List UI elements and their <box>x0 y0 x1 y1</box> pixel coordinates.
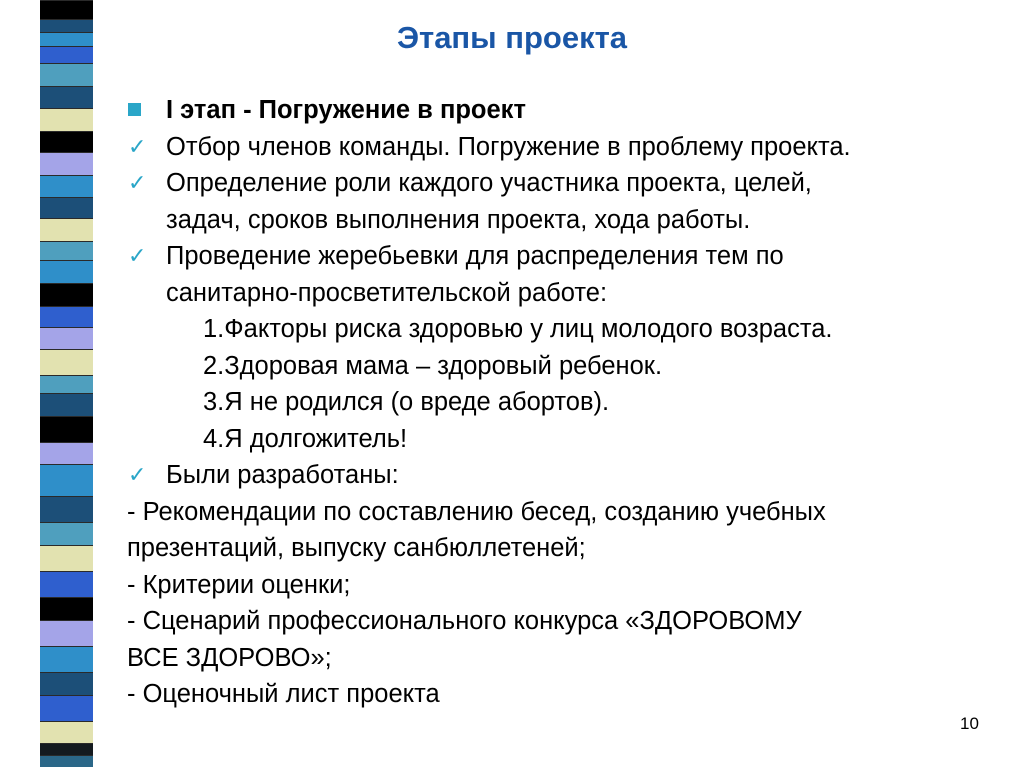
stripe-band <box>40 571 93 597</box>
stripe-band <box>40 108 93 131</box>
stripe-band <box>40 63 93 86</box>
stripe-band <box>40 672 93 695</box>
line-text: презентаций, выпуску санбюллетеней; <box>127 534 586 562</box>
text-line <box>127 421 1007 458</box>
text-line <box>127 567 1007 604</box>
stripe-band <box>40 306 93 327</box>
line-text: Проведение жеребьевки для распределения тем по <box>166 242 784 270</box>
line-text: ВСЕ ЗДОРОВО»; <box>127 643 332 672</box>
stripe-band <box>40 695 93 721</box>
line-text: 3.Я не родился (о вреде абортов). <box>203 388 610 416</box>
stripe-band <box>40 620 93 646</box>
stripe-band <box>40 743 93 754</box>
stripe-band <box>40 416 93 442</box>
text-line <box>127 457 1007 494</box>
stripe-band <box>40 260 93 283</box>
checkmark-icon: ✓ <box>128 133 147 159</box>
line-text: 4.Я долгожитель! <box>203 424 408 453</box>
text-line <box>127 494 1007 531</box>
text-line <box>127 530 1007 567</box>
stripe-band <box>40 131 93 152</box>
line-text: Отбор членов команды. Погружение в проблему проекта. <box>166 132 851 161</box>
line-text: 2.Здоровая мама – здоровый ребенок. <box>203 351 663 380</box>
stripe-band <box>40 283 93 306</box>
stripe-band <box>40 464 93 495</box>
stripe-band <box>40 375 93 392</box>
text-line <box>127 275 1007 312</box>
slide-content <box>127 92 1007 713</box>
stripe-band <box>40 241 93 260</box>
stripe-band <box>40 522 93 545</box>
text-line <box>127 129 1007 166</box>
line-text: - Рекомендации по составлению бесед, созданию учебных <box>127 497 826 526</box>
text-line <box>127 92 1007 129</box>
stripe-band <box>40 0 93 19</box>
line-text: Определение роли каждого участника проекта, целей, <box>166 169 812 197</box>
line-text: 1.Факторы риска здоровью у лиц молодого возраста. <box>203 315 833 343</box>
line-text: - Критерии оценки; <box>127 570 351 599</box>
stripe-band <box>40 496 93 522</box>
line-text: Были разработаны: <box>166 461 399 489</box>
text-line <box>127 165 1007 202</box>
square-bullet-icon <box>128 103 141 116</box>
text-line <box>127 348 1007 385</box>
line-text: задач, сроков выполнения проекта, хода работы. <box>166 205 751 234</box>
text-line <box>127 238 1007 275</box>
stripe-band <box>40 646 93 672</box>
text-line <box>127 311 1007 348</box>
line-text: санитарно-просветительской работе: <box>166 278 608 307</box>
stripe-band <box>40 218 93 241</box>
stripe-band <box>40 152 93 175</box>
checkmark-icon: ✓ <box>128 462 147 487</box>
text-line <box>127 676 1007 713</box>
stripe-band <box>40 755 93 767</box>
stripe-band <box>40 349 93 375</box>
checkmark-icon: ✓ <box>128 170 147 195</box>
text-line <box>127 202 1007 239</box>
checkmark-icon: ✓ <box>128 243 147 268</box>
stripe-band <box>40 545 93 571</box>
stripe-band <box>40 86 93 109</box>
slide-title: Этапы проекта <box>396 20 628 55</box>
decorative-stripe <box>40 0 93 767</box>
text-line <box>127 640 1007 677</box>
stripe-band <box>40 721 93 744</box>
line-text: - Сценарий профессионального конкурса «ЗДОРОВОМУ <box>127 607 802 635</box>
text-line <box>127 603 1007 640</box>
stripe-band <box>40 393 93 416</box>
page-number: 10 <box>960 714 979 733</box>
text-line <box>127 384 1007 421</box>
line-text: - Оценочный лист проекта <box>127 680 440 708</box>
stripe-band <box>40 442 93 465</box>
stripe-band <box>40 197 93 218</box>
stripe-band <box>40 327 93 350</box>
stripe-band <box>40 175 93 198</box>
stripe-band <box>40 597 93 620</box>
line-text: I этап - Погружение в проект <box>166 96 526 124</box>
